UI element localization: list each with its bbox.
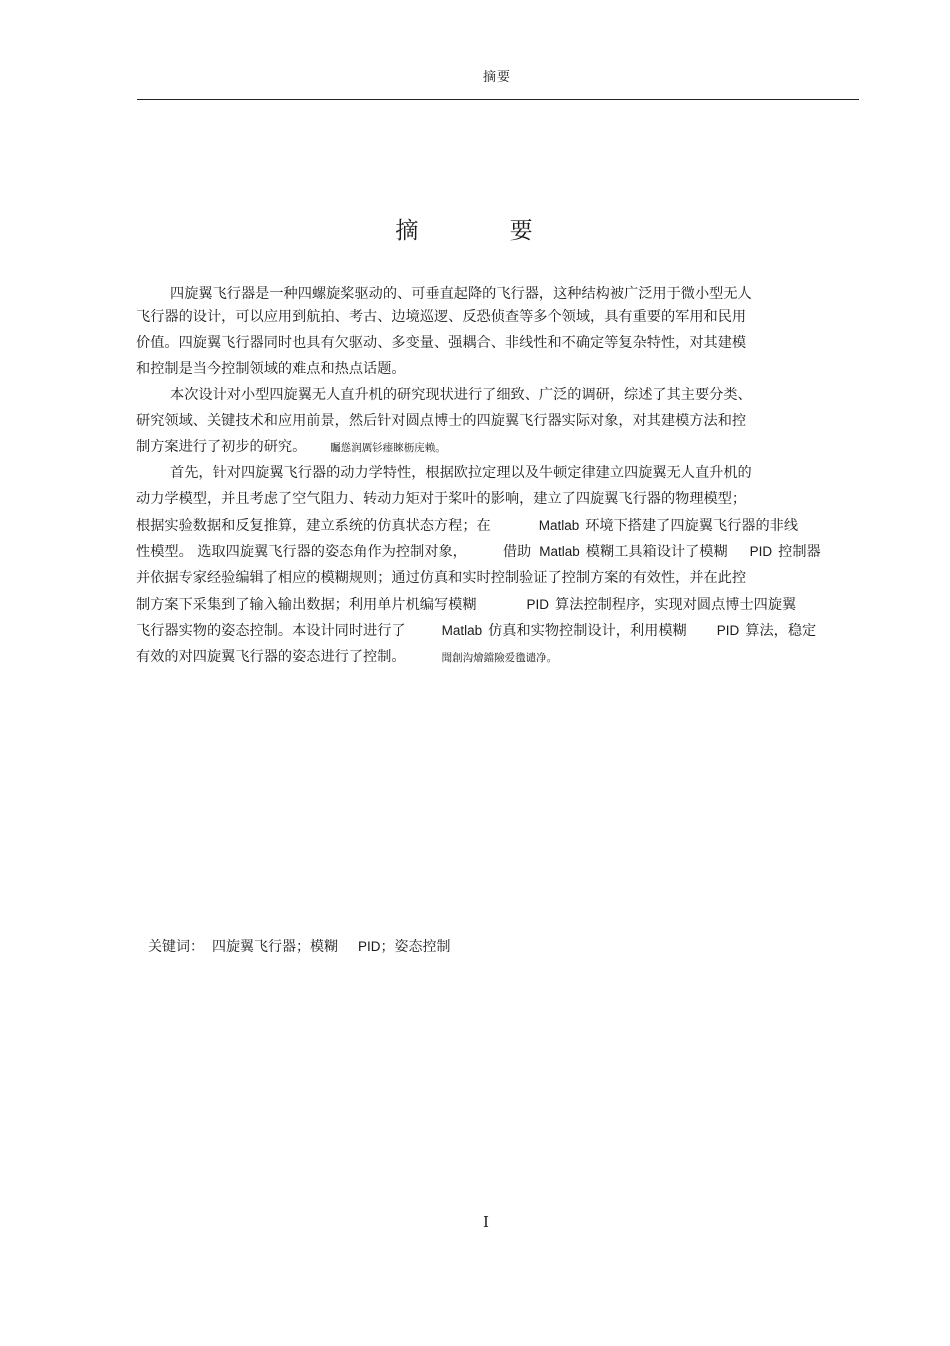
p3-l7-matlab: Matlab bbox=[441, 623, 483, 638]
p3-l4-b: 借助 bbox=[502, 544, 532, 560]
p3-l3-a: 根据实验数据和反复推算，建立系统的仿真状态方程；在 bbox=[136, 518, 491, 534]
keywords-part-3: ；姿态控制 bbox=[380, 939, 451, 955]
page-title: 摘 要 bbox=[395, 218, 575, 244]
keywords-part-1: 四旋翼飞行器；模糊 bbox=[212, 939, 338, 955]
p3-l4-d: 模糊工具箱设计了模糊 bbox=[585, 544, 728, 560]
header-rule bbox=[137, 99, 859, 100]
p3-l4-f: 控制器 bbox=[778, 544, 821, 560]
p3-l4-pid: PID bbox=[749, 544, 773, 559]
keywords-label: 关键词： bbox=[148, 939, 204, 955]
p3-l7-pid: PID bbox=[716, 623, 740, 638]
paragraph-2-line-2: 研究领域、关键技术和应用前景，然后针对圆点博士的四旋翼飞行器实际对象，对其建模方法和控 bbox=[136, 413, 747, 429]
p3-l4-a: 性模型。 选取四旋翼飞行器的姿态角作为控制对象， bbox=[136, 544, 467, 560]
p3-l4-matlab: Matlab bbox=[539, 544, 580, 559]
page-number: I bbox=[483, 1213, 489, 1231]
paragraph-1-line-3: 价值。四旋翼飞行器同时也具有欠驱动、多变量、强耦合、非线性和不确定等复杂特性，对其建模 bbox=[136, 335, 747, 351]
paragraph-1-line-1: 四旋翼飞行器是一种四螺旋桨驱动的、可垂直起降的飞行器，这种结构被广泛用于微小型无人 bbox=[170, 286, 752, 302]
p3-l7-e: 算法，稳定 bbox=[745, 623, 817, 639]
paragraph-3-line-7 bbox=[136, 622, 816, 640]
paragraph-3-line-5: 并依据专家经验编辑了相应的模糊规则；通过仿真和实时控制验证了控制方案的有效性，并在此控 bbox=[136, 570, 747, 586]
paragraph-2-garbled-tail: 矚慫润厲钐瘗睞枥庑赖。 bbox=[330, 442, 446, 454]
keywords-pid: PID bbox=[358, 939, 381, 954]
paragraph-3-line-1: 首先，针对四旋翼飞行器的动力学特性，根据欧拉定理以及牛顿定律建立四旋翼无人直升机的 bbox=[170, 465, 752, 481]
p3-l3-c: 环境下搭建了四旋翼飞行器的非线 bbox=[585, 518, 799, 534]
p3-l6-c: 算法控制程序，实现对圆点博士四旋翼 bbox=[555, 597, 797, 613]
paragraph-3-line-2: 动力学模型，并且考虑了空气阻力、转动力矩对于桨叶的影响，建立了四旋翼飞行器的物理模型； bbox=[136, 491, 747, 507]
p3-l6-pid: PID bbox=[526, 597, 550, 612]
paragraph-1-line-4: 和控制是当今控制领域的难点和热点话题。 bbox=[136, 361, 406, 377]
paragraph-2-line-3-text: 制方案进行了初步的研究。 bbox=[136, 439, 307, 455]
paragraph-2-line-1: 本次设计对小型四旋翼无人直升机的研究现状进行了细致、广泛的调研，综述了其主要分类、 bbox=[170, 387, 752, 403]
paragraph-3-line-6 bbox=[136, 596, 796, 614]
paragraph-1-line-2: 飞行器的设计，可以应用到航拍、考古、边境巡逻、反恐侦查等多个领域，具有重要的军用和民用 bbox=[136, 309, 747, 325]
paragraph-3-garbled-tail: 聞創沟燴鐺險爱氇谴净。 bbox=[441, 652, 558, 664]
paragraph-3-line-8 bbox=[136, 648, 557, 667]
paragraph-3-line-3 bbox=[136, 517, 798, 535]
running-header: 摘要 bbox=[482, 70, 511, 85]
paragraph-3-line-4 bbox=[136, 543, 821, 561]
p3-l7-a: 飞行器实物的姿态控制。本设计同时进行了 bbox=[136, 623, 406, 639]
p3-l7-c: 仿真和实物控制设计，利用模糊 bbox=[488, 623, 687, 639]
p3-l6-a: 制方案下采集到了输入输出数据；利用单片机编写模糊 bbox=[136, 597, 477, 613]
p3-l8-a: 有效的对四旋翼飞行器的姿态进行了控制。 bbox=[136, 649, 406, 665]
keywords-line bbox=[148, 936, 451, 956]
paragraph-2-line-3 bbox=[136, 438, 446, 457]
p3-l3-matlab: Matlab bbox=[538, 518, 580, 533]
